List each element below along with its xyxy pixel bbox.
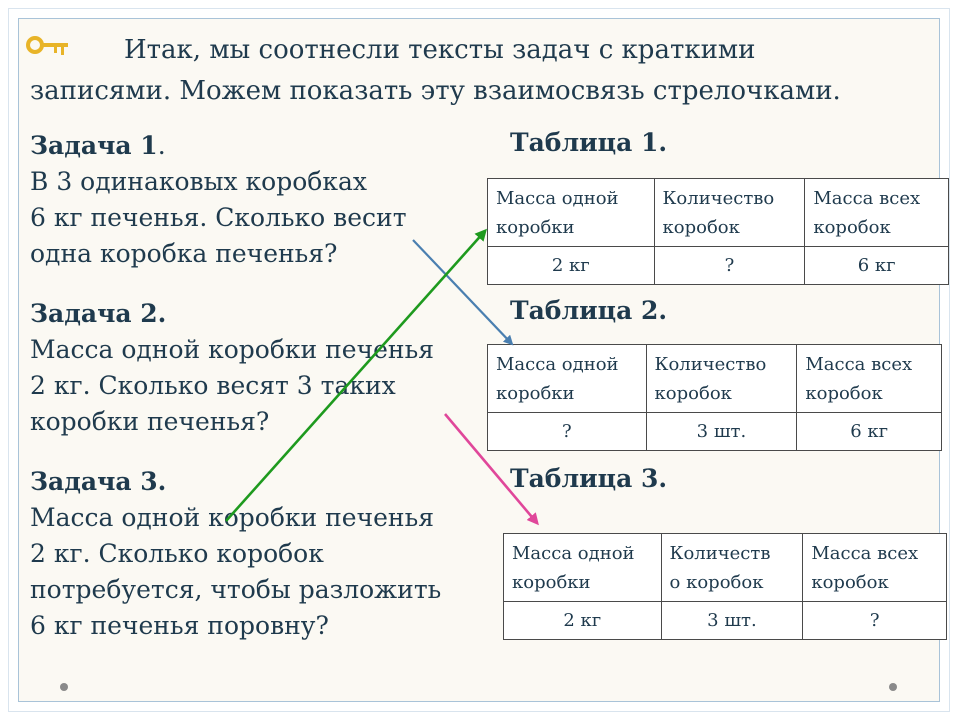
task-3-line: Масса одной коробки печенья	[30, 503, 434, 532]
table-header-cell: Масса одной коробки	[488, 179, 655, 247]
task-3-title: Задача 3.	[30, 467, 167, 496]
arrow-task3-to-table1	[226, 231, 485, 521]
task-2-line: 2 кг. Сколько весят 3 таких	[30, 371, 396, 400]
table-cell: ?	[803, 602, 947, 640]
dot-icon	[889, 683, 897, 691]
intro-line-1: Итак, мы соотнесли тексты задач с кратким	[124, 35, 739, 65]
table-header-cell: Масса одной коробки	[504, 534, 662, 602]
table-header-cell: Количеств о коробок	[661, 534, 803, 602]
table-header-cell: Количество коробок	[646, 345, 797, 413]
table-1-title: Таблица 1.	[510, 128, 668, 157]
task-1-line: В 3 одинаковых коробках	[30, 167, 367, 196]
table-cell: 2 кг	[504, 602, 662, 640]
task-1-line: 6 кг печенья. Сколько весит	[30, 203, 407, 232]
dot-icon	[60, 683, 68, 691]
table-cell: 6 кг	[797, 413, 942, 451]
table-cell: 3 шт.	[646, 413, 797, 451]
table-cell: 3 шт.	[661, 602, 803, 640]
table-header-cell: Количество коробок	[654, 179, 805, 247]
task-1-line: одна коробка печенья?	[30, 239, 338, 268]
task-3-line: 2 кг. Сколько коробок	[30, 539, 324, 568]
table-header-cell: Масса всех коробок	[797, 345, 942, 413]
intro-line-1-end: и	[738, 35, 756, 65]
table-header-cell: Масса одной коробки	[488, 345, 647, 413]
task-3-line: потребуется, чтобы разложить	[30, 575, 442, 604]
task-2-line: коробки печенья?	[30, 407, 270, 436]
task-2-line: Масса одной коробки печенья	[30, 335, 434, 364]
task-1-title: Задача 1.	[30, 131, 166, 160]
intro-line-2: записями. Можем показать эту взаимосвязь стрелочками.	[30, 76, 841, 106]
arrow-task2-to-table3	[445, 414, 537, 523]
table-header-cell: Масса всех коробок	[805, 179, 949, 247]
table-cell: ?	[654, 247, 805, 285]
table-header-cell: Масса всех коробок	[803, 534, 947, 602]
task-2-title: Задача 2.	[30, 299, 167, 328]
table-2-title: Таблица 2.	[510, 296, 668, 325]
table-cell: 6 кг	[805, 247, 949, 285]
table-cell: 2 кг	[488, 247, 655, 285]
table-3-title: Таблица 3.	[510, 464, 668, 493]
table-cell: ?	[488, 413, 647, 451]
task-3-line: 6 кг печенья поровну?	[30, 611, 329, 640]
